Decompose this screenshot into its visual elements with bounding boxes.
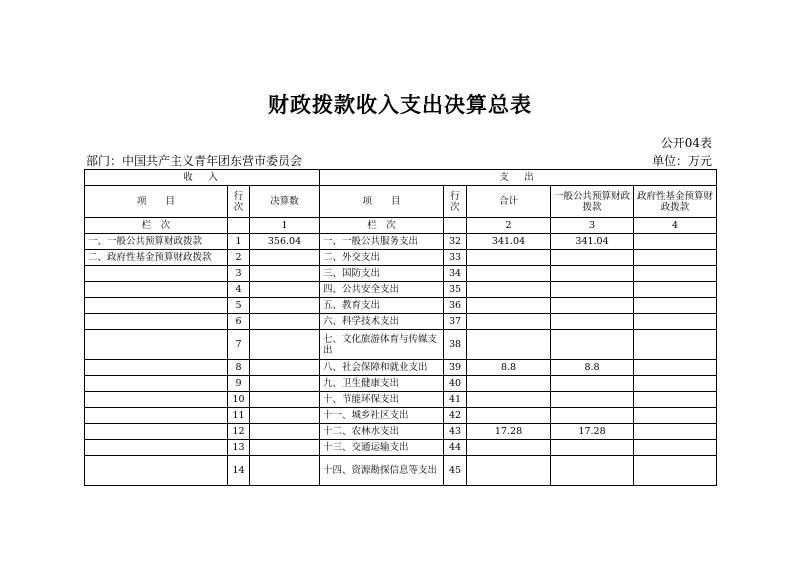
fund-budget-cell	[634, 424, 717, 440]
income-item-cell	[85, 360, 228, 376]
income-row-no-cell: 1	[228, 234, 250, 250]
income-amount-cell	[250, 282, 320, 298]
expense-row-no-cell: 42	[444, 408, 467, 424]
income-amount-cell	[250, 376, 320, 392]
total-cell	[467, 314, 551, 330]
income-item-cell	[85, 456, 228, 486]
table-row	[85, 314, 717, 330]
expense-row-no-cell: 37	[444, 314, 467, 330]
income-amount-cell	[250, 298, 320, 314]
total-cell: 8.8	[467, 360, 551, 376]
expense-item-cell: 十二、农林水支出	[320, 424, 444, 440]
income-amount-cell	[250, 314, 320, 330]
section-header-row	[85, 170, 717, 186]
fund-budget-cell	[634, 376, 717, 392]
fund-budget-cell	[634, 250, 717, 266]
income-amount-cell	[250, 266, 320, 282]
expense-row-no-cell: 32	[444, 234, 467, 250]
income-item-cell	[85, 330, 228, 360]
expense-item-cell: 十、节能环保支出	[320, 392, 444, 408]
income-section-header: 收 入	[85, 170, 320, 186]
expense-row-no-header: 行次	[444, 186, 467, 218]
unit-label: 单位：万元	[651, 154, 712, 168]
form-number: 公开04表	[660, 136, 712, 150]
income-row-no-cell: 6	[228, 314, 250, 330]
table-row	[85, 298, 717, 314]
income-row-no-cell: 13	[228, 440, 250, 456]
expense-column-label: 栏 次	[320, 218, 444, 234]
col-number-2: 2	[467, 218, 551, 234]
fund-budget-cell	[634, 314, 717, 330]
expense-item-cell: 五、教育支出	[320, 298, 444, 314]
fund-budget-cell	[634, 408, 717, 424]
total-cell	[467, 250, 551, 266]
expense-row-no-cell: 45	[444, 456, 467, 486]
table-row	[85, 266, 717, 282]
income-amount-cell	[250, 360, 320, 376]
total-cell	[467, 392, 551, 408]
expense-item-cell: 二、外交支出	[320, 250, 444, 266]
table-row	[85, 456, 717, 486]
income-item-cell: 二、政府性基金预算财政拨款	[85, 250, 228, 266]
table-row	[85, 250, 717, 266]
income-item-cell	[85, 376, 228, 392]
expense-item-cell: 一、一般公共服务支出	[320, 234, 444, 250]
table-row	[85, 234, 717, 250]
fund-budget-cell	[634, 266, 717, 282]
col-number-3: 3	[551, 218, 634, 234]
total-cell	[467, 266, 551, 282]
income-amount-cell	[250, 330, 320, 360]
expense-row-no-cell: 38	[444, 330, 467, 360]
income-amount-header: 决算数	[250, 186, 320, 218]
expense-item-cell: 十一、城乡社区支出	[320, 408, 444, 424]
income-row-no-cell: 7	[228, 330, 250, 360]
income-amount-cell	[250, 250, 320, 266]
fund-budget-cell	[634, 298, 717, 314]
general-budget-cell	[551, 408, 634, 424]
expense-row-no-blank	[444, 218, 467, 234]
income-item-cell	[85, 440, 228, 456]
page-title: 财政拨款收入支出决算总表	[268, 92, 532, 117]
income-row-no-cell: 5	[228, 298, 250, 314]
income-item-cell	[85, 314, 228, 330]
income-item-cell	[85, 266, 228, 282]
income-row-no-cell: 14	[228, 456, 250, 486]
general-budget-cell	[551, 266, 634, 282]
total-cell	[467, 282, 551, 298]
total-cell: 341.04	[467, 234, 551, 250]
general-budget-cell: 8.8	[551, 360, 634, 376]
expense-row-no-cell: 40	[444, 376, 467, 392]
income-row-no-header: 行次	[228, 186, 250, 218]
column-header-row	[85, 186, 717, 218]
general-budget-cell	[551, 330, 634, 360]
expense-item-header: 项 目	[320, 186, 444, 218]
fund-budget-cell	[634, 234, 717, 250]
income-row-no-blank	[228, 218, 250, 234]
general-budget-cell: 341.04	[551, 234, 634, 250]
total-cell	[467, 456, 551, 486]
income-amount-cell	[250, 408, 320, 424]
expense-row-no-cell: 34	[444, 266, 467, 282]
income-amount-cell	[250, 456, 320, 486]
table-row	[85, 376, 717, 392]
income-item-cell	[85, 298, 228, 314]
general-budget-cell	[551, 314, 634, 330]
income-row-no-cell: 4	[228, 282, 250, 298]
expense-row-no-cell: 36	[444, 298, 467, 314]
income-row-no-cell: 11	[228, 408, 250, 424]
general-budget-cell: 17.28	[551, 424, 634, 440]
general-budget-cell	[551, 392, 634, 408]
general-budget-cell	[551, 282, 634, 298]
income-row-no-cell: 2	[228, 250, 250, 266]
income-item-header: 项 目	[85, 186, 228, 218]
general-budget-header: 一般公共预算财政拨款	[551, 186, 634, 218]
budget-table	[84, 169, 717, 486]
expense-row-no-cell: 44	[444, 440, 467, 456]
total-cell	[467, 440, 551, 456]
income-row-no-cell: 10	[228, 392, 250, 408]
general-budget-cell	[551, 298, 634, 314]
total-cell	[467, 376, 551, 392]
table-row	[85, 424, 717, 440]
expense-row-no-cell: 33	[444, 250, 467, 266]
expense-row-no-cell: 39	[444, 360, 467, 376]
total-cell	[467, 330, 551, 360]
income-row-no-cell: 12	[228, 424, 250, 440]
income-row-no-cell: 9	[228, 376, 250, 392]
fund-budget-cell	[634, 330, 717, 360]
fund-budget-cell	[634, 392, 717, 408]
total-header: 合计	[467, 186, 551, 218]
table-row	[85, 282, 717, 298]
table-row	[85, 408, 717, 424]
col-number-1: 1	[250, 218, 320, 234]
department-label: 部门：中国共产主义青年团东营市委员会	[86, 154, 303, 168]
total-cell: 17.28	[467, 424, 551, 440]
table-row	[85, 360, 717, 376]
income-item-cell	[85, 392, 228, 408]
fund-budget-cell	[634, 360, 717, 376]
expense-item-cell: 八、社会保障和就业支出	[320, 360, 444, 376]
col-number-4: 4	[634, 218, 717, 234]
total-cell	[467, 408, 551, 424]
general-budget-cell	[551, 376, 634, 392]
expense-item-cell: 三、国防支出	[320, 266, 444, 282]
income-column-label: 栏 次	[85, 218, 228, 234]
fund-budget-cell	[634, 456, 717, 486]
fund-budget-cell	[634, 282, 717, 298]
income-amount-cell	[250, 424, 320, 440]
expense-item-cell: 九、卫生健康支出	[320, 376, 444, 392]
fund-budget-header: 政府性基金预算财政拨款	[634, 186, 717, 218]
expense-section-header: 支 出	[320, 170, 717, 186]
column-number-row	[85, 218, 717, 234]
expense-item-cell: 六、科学技术支出	[320, 314, 444, 330]
expense-item-cell: 十四、资源勘探信息等支出	[320, 456, 444, 486]
income-row-no-cell: 8	[228, 360, 250, 376]
expense-item-cell: 四、公共安全支出	[320, 282, 444, 298]
fund-budget-cell	[634, 440, 717, 456]
income-item-cell: 一、一般公共预算财政拨款	[85, 234, 228, 250]
expense-item-cell: 七、文化旅游体育与传媒支出	[320, 330, 444, 360]
table-row	[85, 392, 717, 408]
expense-row-no-cell: 41	[444, 392, 467, 408]
expense-row-no-cell: 43	[444, 424, 467, 440]
table-row	[85, 330, 717, 360]
income-amount-cell: 356.04	[250, 234, 320, 250]
general-budget-cell	[551, 250, 634, 266]
income-amount-cell	[250, 440, 320, 456]
total-cell	[467, 298, 551, 314]
income-row-no-cell: 3	[228, 266, 250, 282]
income-amount-cell	[250, 392, 320, 408]
income-item-cell	[85, 408, 228, 424]
expense-row-no-cell: 35	[444, 282, 467, 298]
general-budget-cell	[551, 456, 634, 486]
general-budget-cell	[551, 440, 634, 456]
income-item-cell	[85, 282, 228, 298]
table-row	[85, 440, 717, 456]
income-item-cell	[85, 424, 228, 440]
expense-item-cell: 十三、交通运输支出	[320, 440, 444, 456]
